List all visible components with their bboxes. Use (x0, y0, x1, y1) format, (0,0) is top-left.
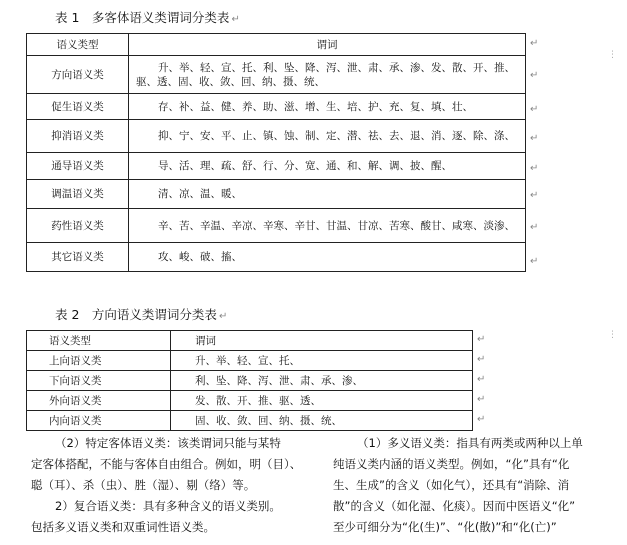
row-end-mark: ↵ (530, 256, 539, 267)
table2 (26, 330, 473, 431)
row-end-mark: ↵ (530, 38, 539, 49)
left-paragraph (31, 433, 301, 538)
type-cell: 调温语义类 (27, 180, 129, 209)
row-end-mark: ↵ (477, 374, 486, 385)
row-end-mark: ↵ (477, 354, 486, 365)
text-line: 定客体搭配，不能与客体自由组合。例如，明（目）、 (31, 457, 302, 471)
row-end-mark: ↵ (530, 133, 539, 144)
words-cell: 攻、峻、破、搐、 (129, 243, 526, 272)
words-cell: 抑、宁、安、平、止、镇、蚀、制、定、潜、祛、去、退、消、逐、除、涤、 (129, 120, 526, 153)
type-cell: 上向语义类 (27, 351, 171, 371)
table-row (27, 391, 473, 411)
row-end-mark: ↵ (530, 70, 539, 81)
words-cell: 存、补、益、健、养、助、滋、增、生、培、护、充、复、填、壮、 (129, 94, 526, 120)
margin-mark: ⋮ (608, 330, 617, 340)
type-cell: 药性语义类 (27, 209, 129, 243)
table-row (27, 94, 526, 120)
header-cell: 语义类型 (27, 331, 171, 351)
right-paragraph (333, 433, 583, 538)
row-end-mark: ↵ (530, 190, 539, 201)
table-row (27, 243, 526, 272)
row-end-mark: ↵ (530, 222, 539, 233)
header-cell: 谓词 (171, 331, 473, 351)
text-line: 生、生成”的含义（如化气），还具有“消除、消 (333, 478, 570, 492)
words-cell: 升、举、轻、宣、托、利、坠、降、泻、泄、肃、承、渗、发、散、开、推、 驱、透、固、收、敛、回、纳、摄、统、 (129, 56, 526, 94)
text-line: （1）多义语义类：指具有两类或两种以上单 (357, 436, 583, 450)
type-cell: 方向语义类 (27, 56, 129, 94)
row-end-mark: ↵ (530, 163, 539, 174)
words-cell: 辛、苦、辛温、辛凉、辛寒、辛甘、甘温、甘凉、苦寒、酸甘、咸寒、淡渗、 (129, 209, 526, 243)
type-cell: 内向语义类 (27, 411, 171, 431)
row-end-mark: ↵ (477, 334, 486, 345)
type-cell: 抑消语义类 (27, 120, 129, 153)
words-cell: 发、散、开、推、驱、透、 (171, 391, 473, 411)
header-cell: 谓词 (129, 34, 526, 56)
table-row (27, 120, 526, 153)
text-line: 聪（耳）、杀（虫）、胜（湿）、剔（络）等。 (31, 478, 256, 492)
table-row (27, 56, 526, 94)
table-row (27, 411, 473, 431)
words-cell: 固、收、敛、回、纳、摄、统、 (171, 411, 473, 431)
table-header-row (27, 331, 473, 351)
table-row (27, 351, 473, 371)
text-line: 纯语义类内涵的语义类型。例如，“化”具有“化 (333, 457, 570, 471)
type-cell: 下向语义类 (27, 371, 171, 391)
table-row (27, 371, 473, 391)
text-line: 散”的含义（如化湿、化痰）。因而中医语义“化” (333, 499, 576, 513)
row-end-mark: ↵ (530, 104, 539, 115)
text-line: 2）复合语义类：具有多种含义的语义类别。 (55, 499, 281, 513)
type-cell: 外向语义类 (27, 391, 171, 411)
type-cell: 其它语义类 (27, 243, 129, 272)
type-cell: 通导语义类 (27, 153, 129, 180)
table-row (27, 209, 526, 243)
table-row (27, 153, 526, 180)
words-cell: 升、举、轻、宣、托、 (171, 351, 473, 371)
table-row (27, 180, 526, 209)
words-cell: 利、坠、降、泻、泄、肃、承、渗、 (171, 371, 473, 391)
words-cell: 清、凉、温、暖、 (129, 180, 526, 209)
table2-caption: 表 2 方向语义类谓词分类表 ↵ (55, 307, 228, 322)
table1-caption: 表 1 多客体语义类谓词分类表 ↵ (55, 10, 240, 25)
row-end-mark: ↵ (477, 394, 486, 405)
table-header-row (27, 34, 526, 56)
words-cell: 导、活、理、疏、舒、行、分、宽、通、和、解、调、披、醒、 (129, 153, 526, 180)
text-line: （2）特定客体语义类：该类谓词只能与某特 (55, 436, 281, 450)
row-end-mark: ↵ (477, 414, 486, 425)
text-line: 包括多义语义类和双重词性语义类。 (31, 520, 215, 534)
margin-mark: ⋮ (608, 50, 617, 60)
type-cell: 促生语义类 (27, 94, 129, 120)
header-cell: 语义类型 (27, 34, 129, 56)
text-line: 至少可细分为“化(生)”、“化(散)”和“化(亡)” (333, 520, 557, 534)
table1 (26, 33, 526, 272)
